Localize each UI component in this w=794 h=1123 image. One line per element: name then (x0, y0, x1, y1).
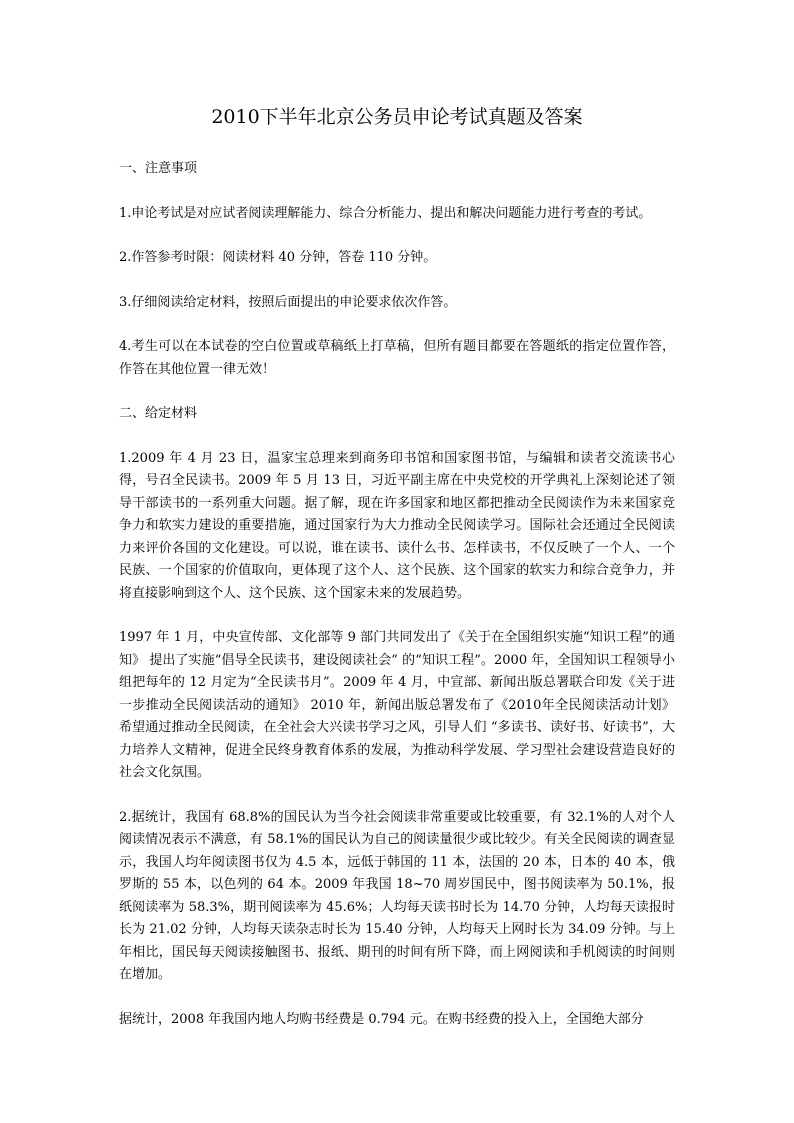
notice-item-1: 1.申论考试是对应试者阅读理解能力、综合分析能力、提出和解决问题能力进行考查的考试。 (119, 205, 652, 221)
document-body (119, 158, 675, 1053)
material-paragraph-1: 1.2009 年 4 月 23 日，温家宝总理来到商务印书馆和国家图书馆，与编辑和读者交流读书心得，号召全民读书。2009 年 5 月 13 日，习近平副主席在中央党校的开学典礼上深刻论述了领导干部读书的一系列重大问题。据了解，现在许多国家和地区都把推动全民阅读作为未来国家竞争力和软实力建设的重要措施，通过国家行为大力推动全民阅读学习。国际社会还通过全民阅读力来评价各国的文化建设。可以说，谁在读书、读什么书、怎样读书，不仅反映了一个人、一个民族、一个国家的价值取向，更体现了这个人、这个民族、这个国家的软实力和综合竞争力，并将直接影响到这个人、这个民族、这个国家未来的发展趋势。 (119, 450, 675, 601)
materials-heading: 二、给定材料 (119, 406, 198, 421)
notice-heading: 一、注意事项 (119, 161, 198, 176)
notice-item-3: 3.仔细阅读给定材料，按照后面提出的申论要求依次作答。 (119, 294, 457, 310)
notice-item-4: 4.考生可以在本试卷的空白位置或草稿纸上打草稿，但所有题目都要在答题纸的指定位置作答，作答在其他位置一律无效！ (119, 339, 675, 377)
material-paragraph-2: 1997 年 1 月，中央宣传部、文化部等 9 部门共同发出了《关于在全国组织实施“知识工程”的通知》 提出了实施“倡导全民读书，建设阅读社会” 的“知识工程”。2000 年，全国知识工程领导小组把每年的 12 月定为“全民读书月”。2009 年 4 月，中宣部、新闻出版总署联合印发《关于进一步推动全民阅读活动的通知》 2010 年，新闻出版总署发布了《2010年全民阅读活动计划》 希望通过推动全民阅读，在全社会大兴读书学习之风，引导人们 “多读书、读好书、好读书”，大力培养人文精神，促进全民终身教育体系的发展，为推动科学发展、学习型社会建设营造良好的社会文化氛围。 (119, 630, 675, 780)
material-paragraph-4: 据统计，2008 年我国内地人均购书经费是 0.794 元。在购书经费的投入上，全国绝大部分 (119, 1011, 644, 1027)
material-paragraph-3: 2.据统计，我国有 68.8%的国民认为当今社会阅读非常重要或比较重要，有 32.1%的人对个人阅读情况表示不满意，有 58.1%的国民认为自己的阅读量很少或比较少。有关全民阅读的调查显示，我国人均年阅读图书仅为 4.5 本，远低于韩国的 11 本，法国的 20 本，日本的 40 本，俄罗斯的 55 本，以色列的 64 本。2009 年我国 18~70 周岁国民中，图书阅读率为 50.1%，报纸阅读率为 58.3%，期刊阅读率为 45.6%；人均每天读书时长为 14.70 分钟，人均每天读报时长为 21.02 分钟，人均每天读杂志时长为 15.40 分钟，人均每天上网时长为 34.09 分钟。与上年相比，国民每天阅读接触图书、报纸、期刊的时间有所下降，而上网阅读和手机阅读的时间则在增加。 (119, 809, 675, 982)
page-title: 2010下半年北京公务员申论考试真题及答案 (211, 106, 583, 128)
notice-item-2: 2.作答参考时限：阅读材料 40 分钟，答卷 110 分钟。 (119, 250, 437, 265)
